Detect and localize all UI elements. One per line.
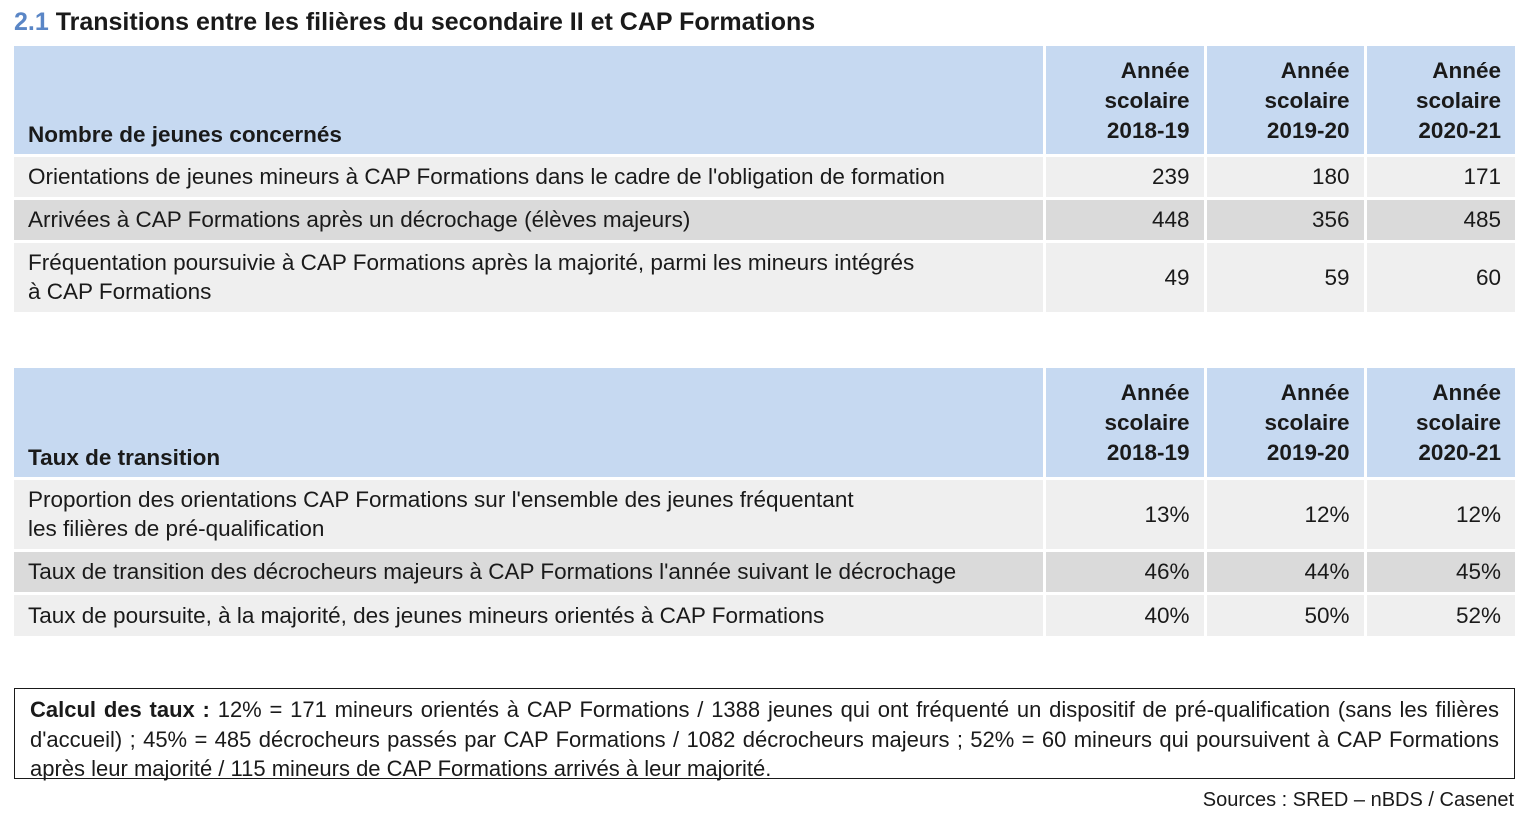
- sources-credit: Sources : SRED – nBDS / Casenet: [1202, 789, 1514, 811]
- table-cell: 448: [1044, 198, 1205, 241]
- table-cell: 13%: [1044, 478, 1205, 550]
- table-cell: 485: [1365, 198, 1515, 241]
- table-cell: 60: [1365, 241, 1515, 312]
- row-label-line: Orientations de jeunes mineurs à CAP Formations dans le cadre de l'obligation de formation: [28, 164, 945, 189]
- header-line: 2019-20: [1266, 440, 1350, 465]
- note-text: 12% = 171 mineurs orientés à CAP Formations / 1388 jeunes qui ont fréquenté un dispositif de pré-qualification (sans les filières d'accueil) ; 45% = 485 décrocheurs passés par CAP Formations / 1082 décrocheurs majeurs ; 52% = 60 mineurs qui poursuivent à CAP Formations après leur majorité / 115 mineurs de CAP Formations arrivés à leur majorité.: [30, 697, 1499, 781]
- header-line: 2020-21: [1418, 440, 1501, 465]
- table-cell: 180: [1205, 155, 1365, 198]
- row-label: [14, 155, 1044, 198]
- table-cell: 239: [1044, 155, 1205, 198]
- header-line: Année: [1280, 380, 1350, 405]
- table-nombre-de-jeunes: [14, 46, 1515, 312]
- header-line: Année: [1120, 58, 1190, 83]
- table-row: [14, 550, 1515, 593]
- table-cell: 49: [1044, 241, 1205, 312]
- column-header-year: [1205, 46, 1365, 155]
- header-line: 2019-20: [1266, 118, 1350, 143]
- column-header-label: Nombre de jeunes concernés: [14, 46, 1044, 155]
- note-label: Calcul des taux :: [30, 697, 210, 722]
- section-number: 2.1: [14, 8, 49, 36]
- table-row: [14, 198, 1515, 241]
- header-line: Année: [1432, 58, 1501, 83]
- row-label-line: à CAP Formations: [28, 279, 212, 305]
- table-header-row: [14, 368, 1515, 478]
- header-line: Année: [1432, 380, 1501, 405]
- calculation-note: [14, 688, 1515, 779]
- row-label: [14, 593, 1044, 636]
- header-line: scolaire: [1264, 410, 1350, 435]
- row-label-line: Fréquentation poursuivie à CAP Formations après la majorité, parmi les mineurs intégrés: [28, 250, 915, 276]
- table-cell: 171: [1365, 155, 1515, 198]
- row-label: [14, 241, 1044, 312]
- column-header-year: [1365, 46, 1515, 155]
- row-label-line: Proportion des orientations CAP Formations sur l'ensemble des jeunes fréquentant: [28, 487, 854, 512]
- header-line: 2018-19: [1106, 118, 1190, 143]
- table-cell: 59: [1205, 241, 1365, 312]
- header-line: scolaire: [1264, 88, 1350, 113]
- table-header-row: [14, 46, 1515, 155]
- column-header-year: [1365, 368, 1515, 478]
- header-line: scolaire: [1104, 410, 1190, 435]
- row-label: [14, 198, 1044, 241]
- row-label-line: Taux de poursuite, à la majorité, des jeunes mineurs orientés à CAP Formations: [28, 602, 825, 628]
- header-line: scolaire: [1104, 88, 1190, 113]
- table-row: [14, 593, 1515, 636]
- table-cell: 50%: [1205, 593, 1365, 636]
- row-label: [14, 550, 1044, 593]
- header-line: Année: [1280, 58, 1350, 83]
- column-header-year: [1044, 368, 1205, 478]
- table-cell: 12%: [1205, 478, 1365, 550]
- table-cell: 44%: [1205, 550, 1365, 593]
- header-line: 2020-21: [1418, 118, 1501, 143]
- table-row: [14, 241, 1515, 312]
- table-cell: 40%: [1044, 593, 1205, 636]
- table-row: [14, 478, 1515, 550]
- column-header-year: [1044, 46, 1205, 155]
- row-label-line: Arrivées à CAP Formations après un décrochage (élèves majeurs): [28, 207, 691, 232]
- table-cell: 45%: [1365, 550, 1515, 593]
- section-title: [14, 6, 815, 38]
- header-line: scolaire: [1415, 410, 1501, 435]
- table-row: [14, 155, 1515, 198]
- table-cell: 52%: [1365, 593, 1515, 636]
- section-title-text: Transitions entre les filières du secondaire II et CAP Formations: [55, 8, 816, 36]
- table-taux-de-transition: [14, 368, 1515, 636]
- table-cell: 12%: [1365, 478, 1515, 550]
- header-line: scolaire: [1415, 88, 1501, 113]
- table-cell: 46%: [1044, 550, 1205, 593]
- table-cell: 356: [1205, 198, 1365, 241]
- row-label: [14, 478, 1044, 550]
- header-line: 2018-19: [1106, 440, 1190, 465]
- column-header-year: [1205, 368, 1365, 478]
- column-header-label: Taux de transition: [14, 368, 1044, 478]
- row-label-line: les filières de pré-qualification: [28, 516, 325, 541]
- row-label-line: Taux de transition des décrocheurs majeurs à CAP Formations l'année suivant le décrochage: [28, 559, 957, 584]
- header-line: Année: [1120, 380, 1190, 405]
